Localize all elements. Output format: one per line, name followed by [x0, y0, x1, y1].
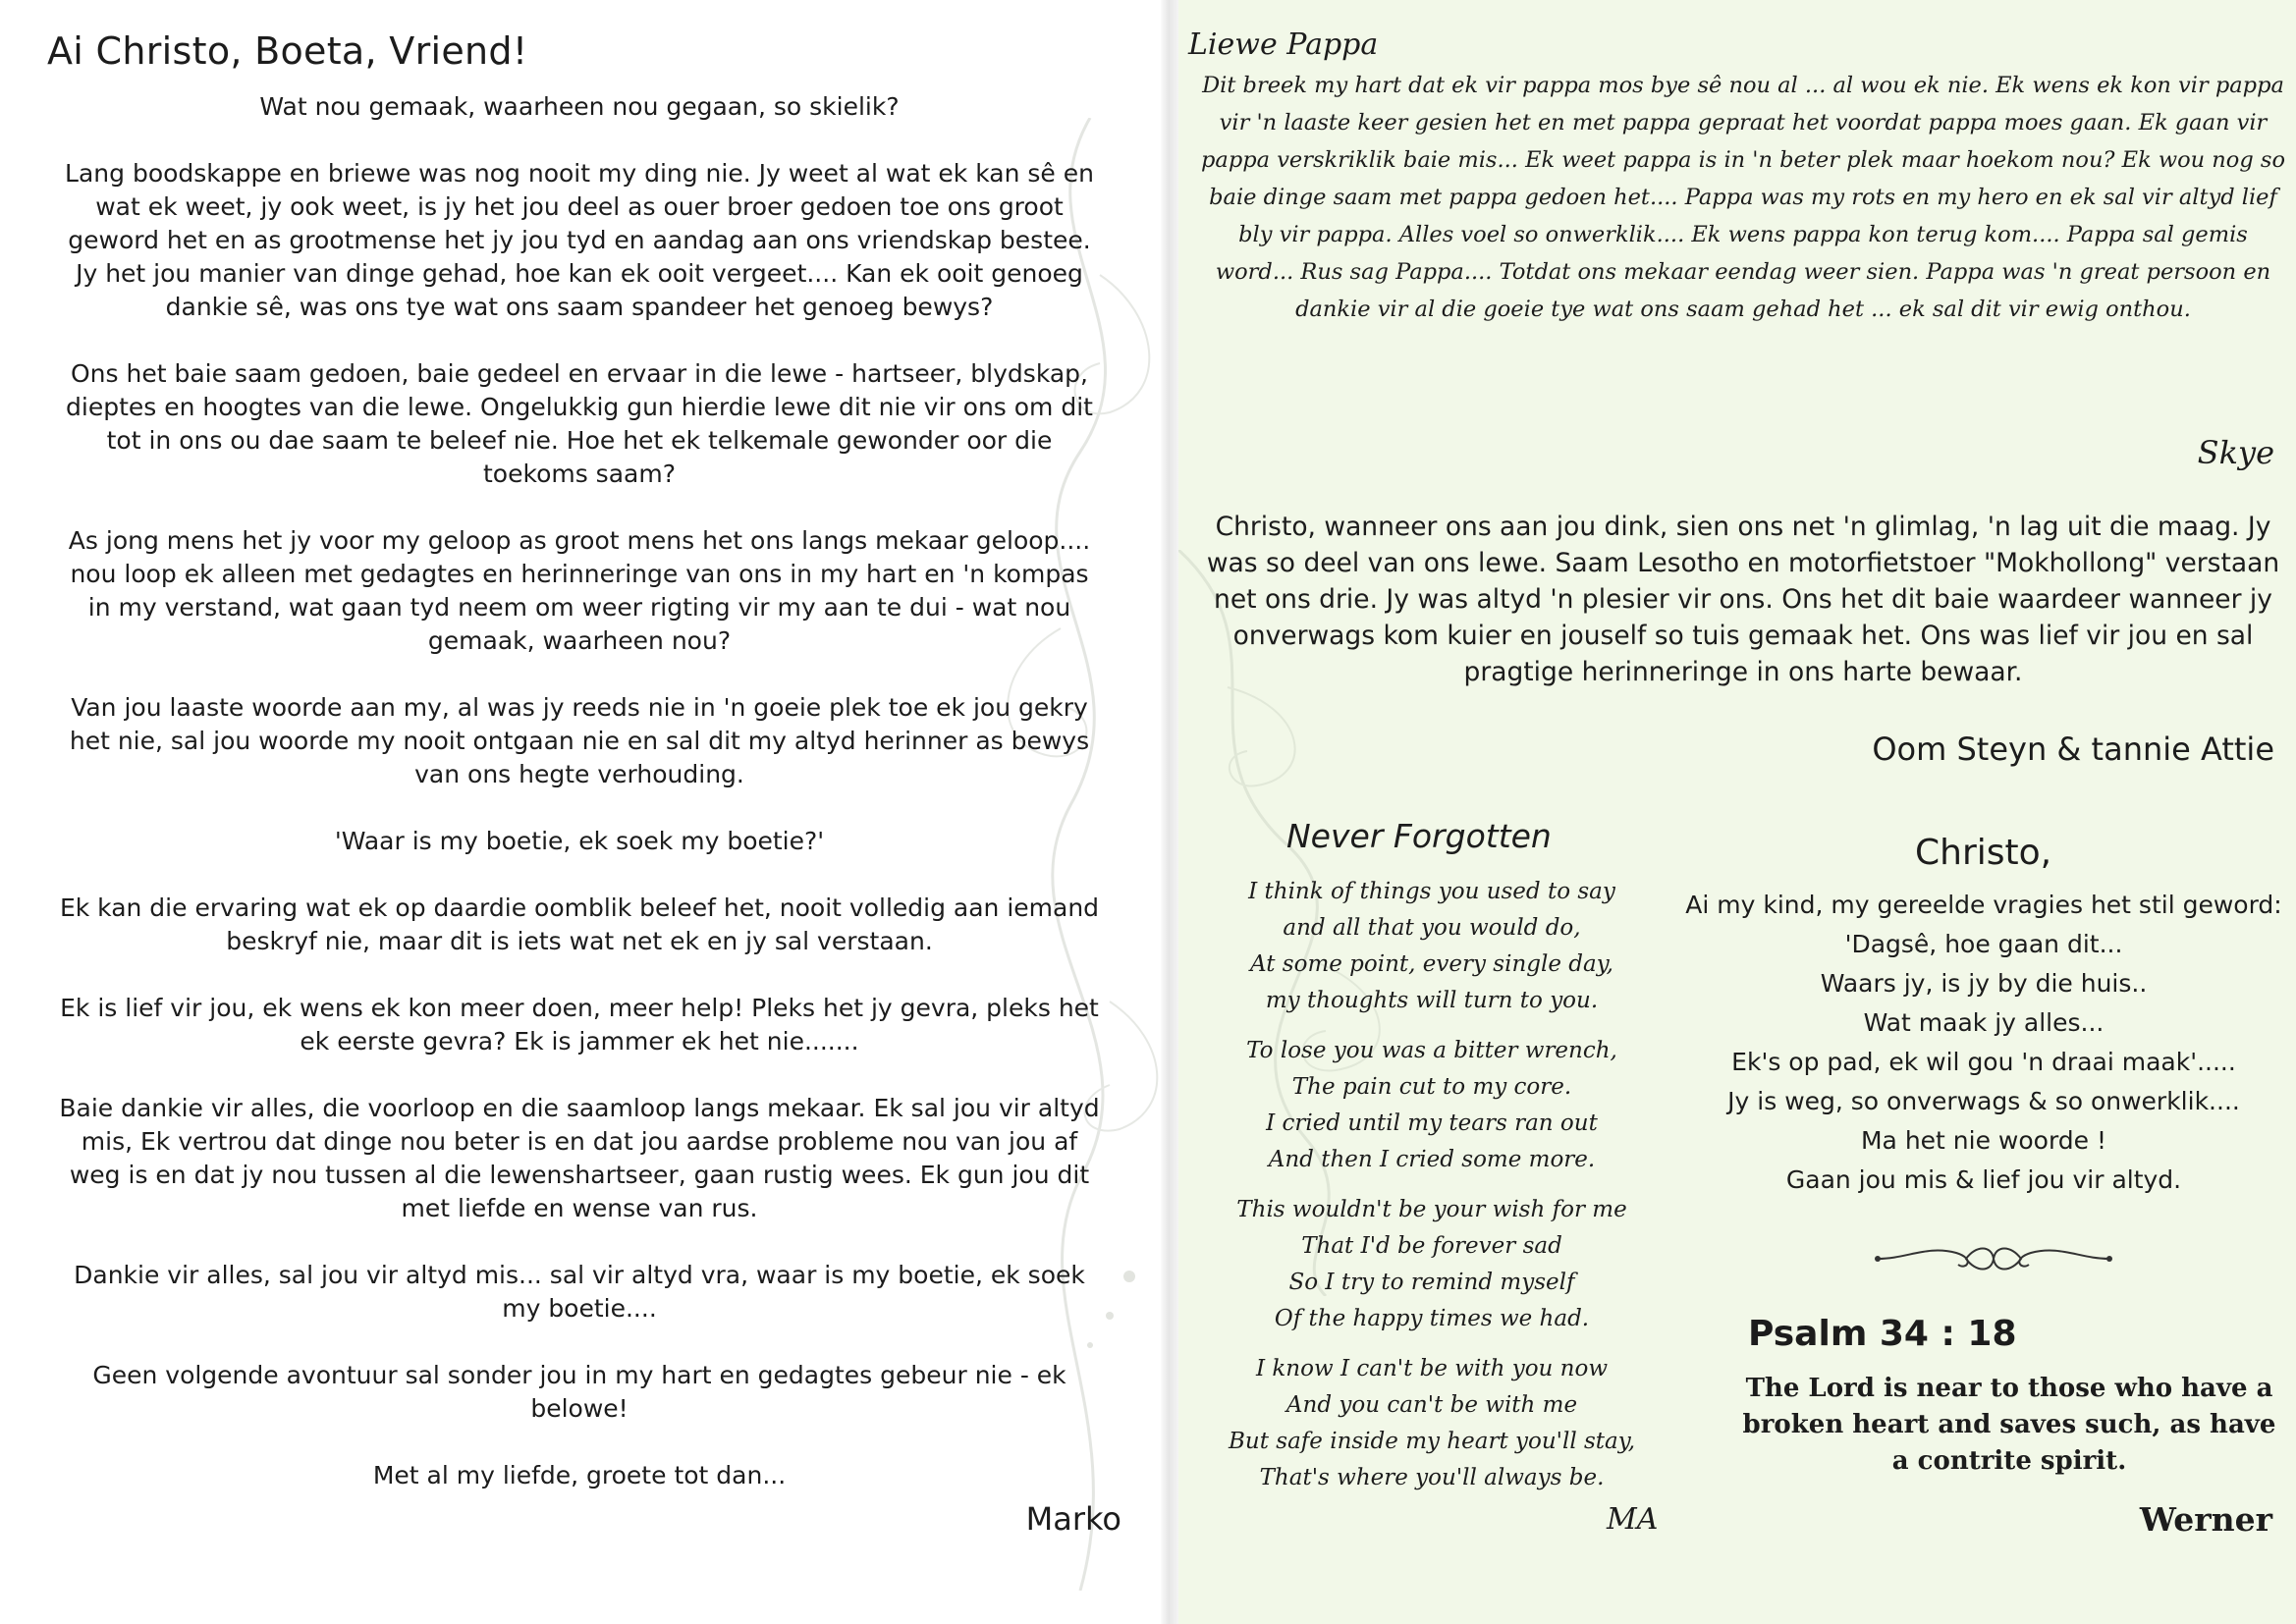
ornament-divider-icon	[1868, 1239, 2119, 1278]
christo-note-line: Jy is weg, so onverwags & so onwerklik....	[1727, 1087, 2240, 1115]
poem-line: At some point, every single day,	[1250, 951, 1613, 977]
christo-note-line: Waars jy, is jy by die huis..	[1820, 969, 2148, 998]
christo-note	[1679, 886, 2288, 1200]
letter-body	[59, 90, 1100, 1526]
poem-title: Never Forgotten	[1286, 817, 1552, 855]
poem-line: my thoughts will turn to you.	[1265, 988, 1599, 1013]
poem-line: I cried until my tears ran out	[1266, 1110, 1598, 1136]
liewe-pappa-heading: Liewe Pappa	[1188, 27, 1379, 62]
letter-paragraph: As jong mens het jy voor my geloop as groot mens het ons langs mekaar geloop.... nou loop ek alleen met gedagtes en herinneringe van ons in my hart en 'n kompas in my verstand, wat gaan tyd neem om weer rigting vir my aan te dui - wat nou gemaak, waarheen nou?	[68, 526, 1091, 655]
poem-line: And you can't be with me	[1285, 1392, 1578, 1418]
poem-line: The pain cut to my core.	[1291, 1074, 1572, 1100]
poem	[1196, 874, 1667, 1510]
psalm-text: The Lord is near to those who have a broken heart and saves such, as have a contrite spirit.	[1742, 1374, 2276, 1476]
letter-paragraph: Geen volgende avontuur sal sonder jou in my hart en gedagtes gebeur nie - ek belowe!	[92, 1361, 1066, 1423]
letter-paragraph: Baie dankie vir alles, die voorloop en die saamloop langs mekaar. Ek sal jou vir altyd mis, Ek vertrou dat dinge nou beter is en dat jou aardse probleme nou van jou af weg is en dat jy nou tussen al die lewenshartseer, gaan rustig wees. Ek gun jou dit met liefde en wense van rus.	[59, 1094, 1100, 1222]
letter-paragraph: 'Waar is my boetie, ek soek my boetie?'	[334, 827, 825, 855]
poem-line: That I'd be forever sad	[1301, 1233, 1562, 1259]
poem-line: Of the happy times we had.	[1274, 1306, 1590, 1331]
liewe-pappa-message: Dit breek my hart dat ek vir pappa mos bye sê nou al ... al wou ek nie. Ek wens ek kon vir pappa vir 'n laaste keer gesien het en met pappa gepraat het voordat pappa moes gaan. Ek gaan vir pappa verskriklik baie mis... Ek weet pappa is in 'n beter plek maar hoekom nou? Ek wou nog so baie dinge saam met pappa gedoen het.... Pappa was my rots en my hero en ek sal vir altyd lief bly vir pappa. Alles voel so onwerklik.... Ek wens pappa kon terug kom.... Pappa sal gemis word... Rus sag Pappa.... Totdat ons mekaar eendag weer sien. Pappa was 'n great persoon en dankie vir al die goeie tye wat ons saam gehad het ... ek sal dit vir ewig onthou.	[1201, 73, 2285, 322]
letter-paragraph: Ons het baie saam gedoen, baie gedeel en ervaar in die lewe - hartseer, blydskap, dieptes en hoogtes van die lewe. Ongelukkig gun hierdie lewe dit nie vir ons om dit tot in ons ou dae saam te beleef nie. Hoe het ek telkemale gewonder oor die toekoms saam?	[66, 359, 1093, 488]
liewe-pappa-signature: Skye	[2197, 434, 2274, 471]
poem-line: But safe inside my heart you'll stay,	[1229, 1429, 1635, 1454]
poem-stanza	[1196, 1192, 1667, 1337]
letter-signature: Marko	[1025, 1500, 1121, 1538]
poem-line: I know I can't be with you now	[1255, 1356, 1609, 1381]
christo-note-title: Christo,	[1915, 833, 2052, 873]
poem-line: I think of things you used to say	[1248, 879, 1615, 904]
letter-paragraph: Met al my liefde, groete tot dan...	[372, 1461, 787, 1489]
poem-line: This wouldn't be your wish for me	[1236, 1197, 1627, 1222]
poem-line: and all that you would do,	[1283, 915, 1581, 941]
letter-paragraph: Lang boodskappe en briewe was nog nooit my ding nie. Jy weet al wat ek kan sê en wat ek weet, jy ook weet, is jy het jou deel as ouer broer gedoen toe ons groot geword het en as grootmense het jy jou tyd en aandag aan ons vriendskap bestee. Jy het jou manier van dinge gehad, hoe kan ek ooit vergeet.... Kan ek ooit genoeg dankie sê, was ons tye wat ons saam spandeer het genoeg bewys?	[65, 159, 1094, 321]
poem-stanza	[1196, 1033, 1667, 1178]
poem-line: So I try to remind myself	[1288, 1270, 1575, 1295]
letter-paragraph: Ek is lief vir jou, ek wens ek kon meer doen, meer help! Pleks het jy gevra, pleks het ek eerste gevra? Ek is jammer ek het nie.......	[60, 994, 1099, 1056]
psalm-reference: Psalm 34 : 18	[1748, 1314, 2017, 1354]
christo-note-line: Ek's op pad, ek wil gou 'n draai maak'.....	[1731, 1048, 2236, 1076]
poem-line: That's where you'll always be.	[1259, 1465, 1605, 1490]
christo-note-line: 'Dagsê, hoe gaan dit...	[1844, 930, 2123, 958]
poem-signature: MA	[1607, 1502, 1659, 1537]
letter-paragraph: Wat nou gemaak, waarheen nou gegaan, so skielik?	[259, 92, 900, 121]
letter-paragraph: Van jou laaste woorde aan my, al was jy reeds nie in 'n goeie plek toe ek jou gekry het nie, sal jou woorde my nooit ontgaan nie en sal dit my altyd herinner as bewys van ons hegte verhouding.	[69, 693, 1090, 788]
christo-note-line: Ma het nie woorde !	[1860, 1126, 2107, 1155]
christo-note-line: Wat maak jy alles...	[1863, 1008, 2105, 1037]
letter-title: Ai Christo, Boeta, Vriend!	[47, 29, 528, 73]
poem-line: And then I cried some more.	[1268, 1147, 1596, 1172]
steyn-attie-message: Christo, wanneer ons aan jou dink, sien ons net 'n glimlag, 'n lag uit die maag. Jy was so deel van ons lewe. Saam Lesotho en motorfietstoer "Mokhollong" verstaan net ons drie. Jy was altyd 'n plesier vir ons. Ons het dit baie waardeer wanneer jy onverwags kom kuier en jouself so tuis gemaak het. Ons was lief vir jou en sal pragtige herinneringe in ons harte bewaar.	[1206, 512, 2280, 687]
christo-note-line: Ai my kind, my gereelde vragies het stil geword:	[1685, 891, 2282, 919]
letter-paragraph: Dankie vir alles, sal jou vir altyd mis... sal vir altyd vra, waar is my boetie, ek soek my boetie....	[74, 1261, 1085, 1323]
page-fold	[1161, 0, 1178, 1624]
steyn-attie-signature: Oom Steyn & tannie Attie	[1872, 731, 2274, 768]
poem-stanza	[1196, 874, 1667, 1019]
poem-stanza	[1196, 1351, 1667, 1496]
poem-line: To lose you was a bitter wrench,	[1246, 1038, 1617, 1063]
christo-note-line: Gaan jou mis & lief jou vir altyd.	[1785, 1165, 2182, 1194]
psalm-signature: Werner	[2139, 1500, 2272, 1539]
letter-paragraph: Ek kan die ervaring wat ek op daardie oomblik beleef het, nooit volledig aan iemand beskryf nie, maar dit is iets wat net ek en jy sal verstaan.	[59, 893, 1100, 955]
